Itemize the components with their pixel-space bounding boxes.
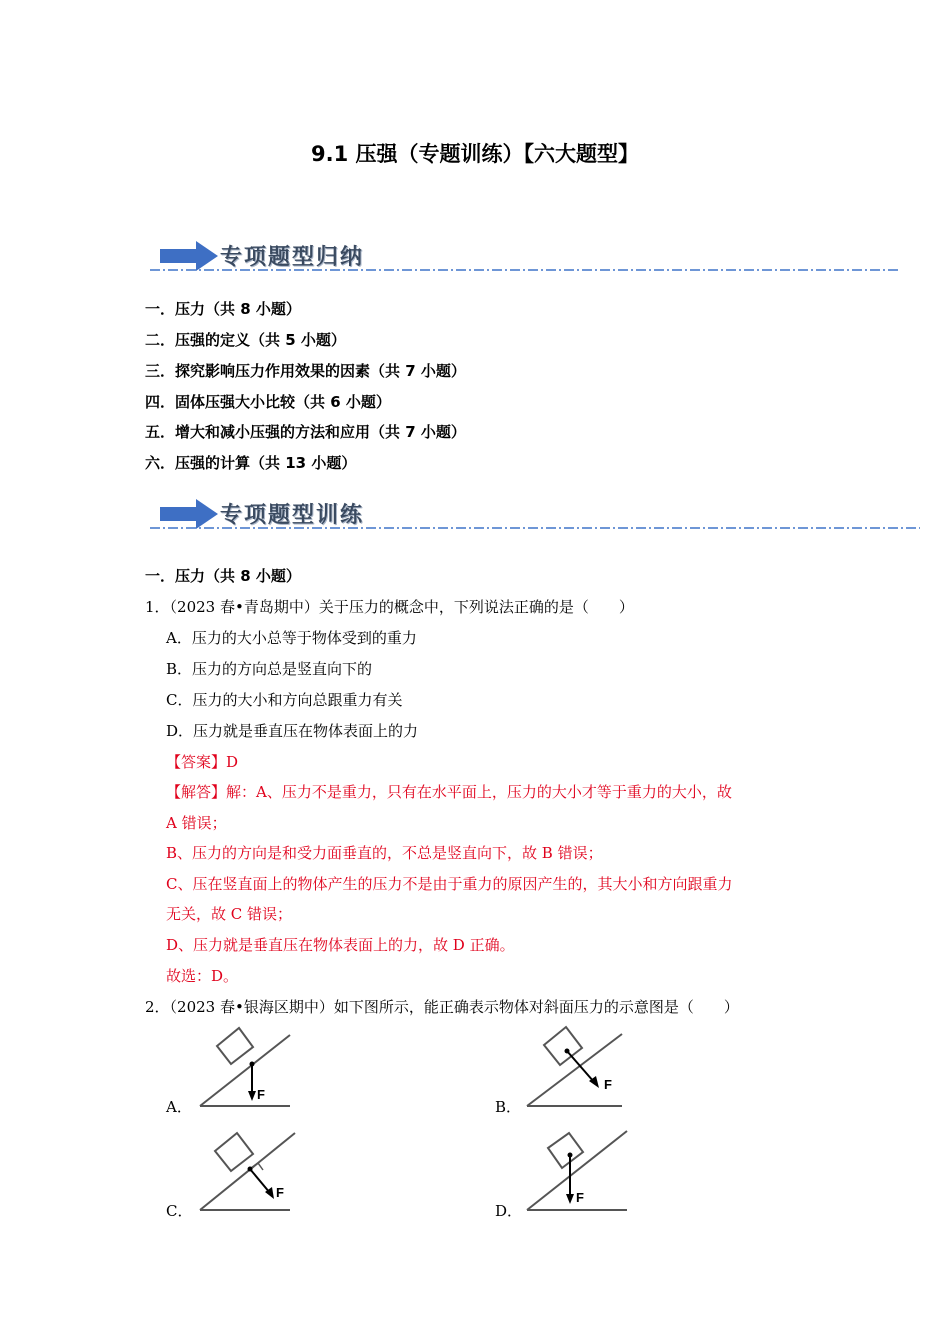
force-label: F xyxy=(276,1185,284,1200)
explanation-line: 【解答】解：A、压力不是重力，只有在水平面上，压力的大小才等于重力的大小，故 xyxy=(166,783,732,801)
banner-training-text: 专项题型训练 xyxy=(220,502,365,528)
explanation-line: 故选：D。 xyxy=(166,967,239,985)
explanation-line: 无关，故 C 错误； xyxy=(166,905,293,923)
option-c: C．压力的大小和方向总跟重力有关 xyxy=(166,691,403,709)
diagram-option-d xyxy=(522,1128,632,1218)
banner-summary xyxy=(150,238,900,274)
toc-item: 三．探究影响压力作用效果的因素（共 7 小题） xyxy=(145,362,466,380)
dash-divider xyxy=(150,526,920,530)
force-label: F xyxy=(576,1190,584,1205)
dash-divider xyxy=(150,268,900,272)
answer: 【答案】D xyxy=(166,753,239,771)
page-title: 9.1 压强（专题训练）【六大题型】 xyxy=(310,142,639,166)
option-a: A．压力的大小总等于物体受到的重力 xyxy=(166,629,417,647)
section-heading: 一．压力（共 8 小题） xyxy=(145,567,301,585)
diagram-option-b xyxy=(522,1020,632,1115)
banner-summary-text: 专项题型归纳 xyxy=(220,244,365,270)
option-b: B．压力的方向总是竖直向下的 xyxy=(166,660,373,678)
arrow-right-icon xyxy=(160,241,220,271)
question-stem: 2．（2023 春•银海区期中）如下图所示，能正确表示物体对斜面压力的示意图是（ ） xyxy=(145,998,739,1016)
arrow-right-icon xyxy=(160,499,220,529)
banner-training xyxy=(150,496,920,532)
toc-item: 二．压强的定义（共 5 小题） xyxy=(145,331,346,349)
diagram-option-c xyxy=(195,1128,305,1218)
option-c-label: C． xyxy=(166,1202,193,1220)
toc-item: 五．增大和减小压强的方法和应用（共 7 小题） xyxy=(145,423,466,441)
explanation-line: A 错误； xyxy=(166,814,227,832)
diagram-option-a xyxy=(195,1025,305,1115)
force-label: F xyxy=(257,1087,265,1102)
explanation-line: B、压力的方向是和受力面垂直的，不总是竖直向下，故 B 错误； xyxy=(166,844,603,862)
option-d-label: D． xyxy=(495,1202,523,1220)
explanation-line: D、压力就是垂直压在物体表面上的力，故 D 正确。 xyxy=(166,936,515,954)
option-d: D．压力就是垂直压在物体表面上的力 xyxy=(166,722,419,740)
question-stem: 1．（2023 春•青岛期中）关于压力的概念中，下列说法正确的是（ ） xyxy=(145,598,634,616)
option-b-label: B． xyxy=(495,1098,522,1116)
toc-item: 一．压力（共 8 小题） xyxy=(145,300,301,318)
force-label: F xyxy=(604,1077,612,1092)
toc-item: 四．固体压强大小比较（共 6 小题） xyxy=(145,393,391,411)
option-a-label: A． xyxy=(166,1098,192,1116)
toc-item: 六．压强的计算（共 13 小题） xyxy=(145,454,357,472)
explanation-line: C、压在竖直面上的物体产生的压力不是由于重力的原因产生的，其大小和方向跟重力 xyxy=(166,875,733,893)
